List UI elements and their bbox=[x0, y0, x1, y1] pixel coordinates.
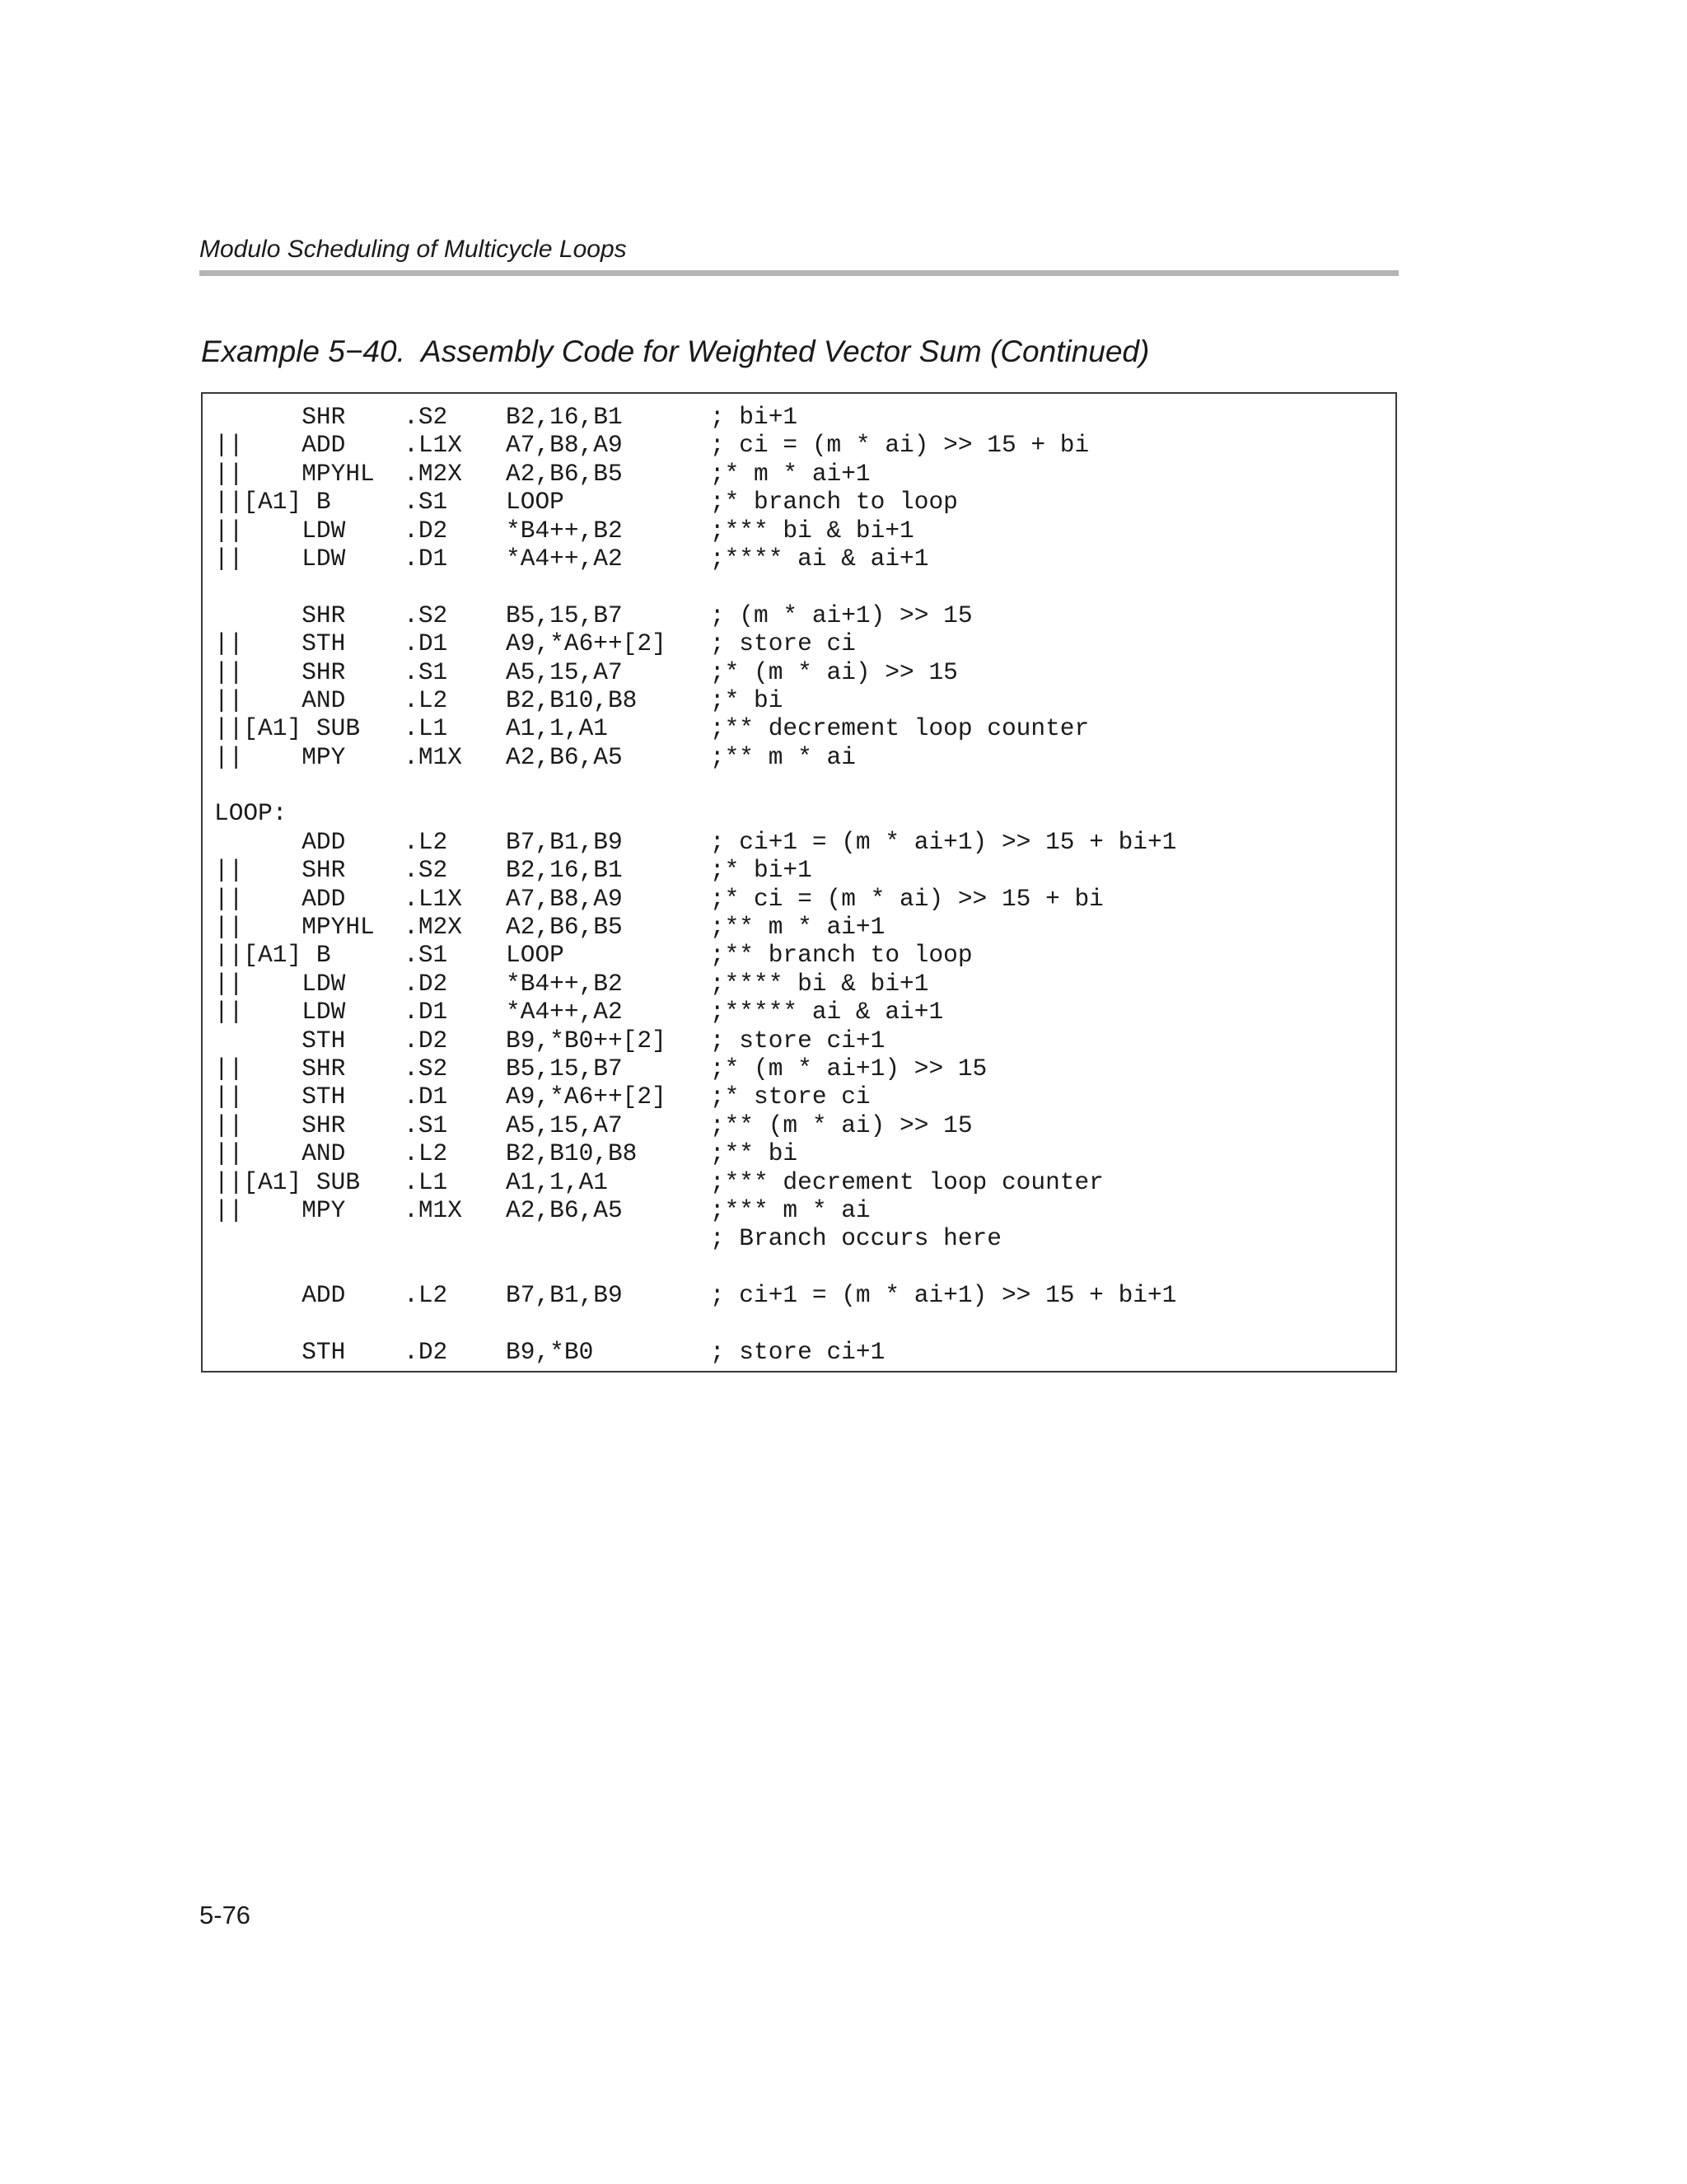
code-line: SHR .S2 B2,16,B1 ; bi+1 bbox=[214, 403, 798, 431]
code-line: || MPY .M1X A2,B6,A5 ;*** m * ai bbox=[214, 1195, 871, 1224]
code-line: || MPYHL .M2X A2,B6,B5 ;* m * ai+1 bbox=[214, 459, 871, 488]
code-line: || ADD .L1X A7,B8,A9 ;* ci = (m * ai) >> 15 + bi bbox=[214, 884, 1104, 913]
code-line: || LDW .D1 *A4++,A2 ;**** ai & ai+1 bbox=[214, 544, 929, 573]
code-line: || SHR .S1 A5,15,A7 ;* (m * ai) >> 15 bbox=[214, 657, 958, 686]
code-line: ||[A1] B .S1 LOOP ;* branch to loop bbox=[214, 488, 958, 517]
code-line: ||[A1] B .S1 LOOP ;** branch to loop bbox=[214, 941, 973, 970]
code-line: || STH .D1 A9,*A6++[2] ; store ci bbox=[214, 629, 856, 658]
code-line: || LDW .D1 *A4++,A2 ;***** ai & ai+1 bbox=[214, 998, 944, 1027]
code-line: STH .D2 B9,*B0++[2] ; store ci+1 bbox=[214, 1026, 886, 1055]
code-line bbox=[214, 771, 1176, 799]
code-line: STH .D2 B9,*B0 ; store ci+1 bbox=[214, 1337, 886, 1366]
code-line: || AND .L2 B2,B10,B8 ;** bi bbox=[214, 1139, 798, 1168]
code-line: || SHR .S2 B2,16,B1 ;* bi+1 bbox=[214, 856, 812, 885]
header-rule bbox=[199, 270, 1399, 276]
code-line: || LDW .D2 *B4++,B2 ;*** bi & bi+1 bbox=[214, 516, 914, 545]
code-line: || MPY .M1X A2,B6,A5 ;** m * ai bbox=[214, 742, 856, 771]
code-line: ||[A1] SUB .L1 A1,1,A1 ;** decrement loop counter bbox=[214, 714, 1090, 743]
code-line: || AND .L2 B2,B10,B8 ;* bi bbox=[214, 685, 783, 714]
code-line: || LDW .D2 *B4++,B2 ;**** bi & bi+1 bbox=[214, 969, 929, 998]
code-line: SHR .S2 B5,15,B7 ; (m * ai+1) >> 15 bbox=[214, 601, 973, 629]
code-line: ||[A1] SUB .L1 A1,1,A1 ;*** decrement loop counter bbox=[214, 1167, 1104, 1196]
code-line: || MPYHL .M2X A2,B6,B5 ;** m * ai+1 bbox=[214, 913, 886, 942]
running-header: Modulo Scheduling of Multicycle Loops bbox=[199, 236, 627, 263]
example-title: Example 5−40. Assembly Code for Weighted Vector Sum (Continued) bbox=[201, 334, 1150, 368]
code-line: || STH .D1 A9,*A6++[2] ;* store ci bbox=[214, 1083, 871, 1111]
code-line: || ADD .L1X A7,B8,A9 ; ci = (m * ai) >> 15 + bi bbox=[214, 431, 1090, 460]
code-line: ADD .L2 B7,B1,B9 ; ci+1 = (m * ai+1) >> 15 + bi+1 bbox=[214, 827, 1177, 856]
code-line bbox=[214, 1310, 1176, 1338]
code-line bbox=[214, 1253, 1176, 1281]
page-number: 5-76 bbox=[199, 1901, 251, 1929]
code-line: || SHR .S1 A5,15,A7 ;** (m * ai) >> 15 bbox=[214, 1111, 973, 1139]
code-line: ADD .L2 B7,B1,B9 ; ci+1 = (m * ai+1) >> 15 + bi+1 bbox=[214, 1281, 1177, 1310]
code-line bbox=[214, 573, 1176, 601]
code-listing bbox=[214, 403, 1176, 1366]
code-line: LOOP: bbox=[214, 799, 287, 828]
code-line: || SHR .S2 B5,15,B7 ;* (m * ai+1) >> 15 bbox=[214, 1054, 988, 1083]
code-line: ; Branch occurs here bbox=[214, 1224, 1002, 1253]
